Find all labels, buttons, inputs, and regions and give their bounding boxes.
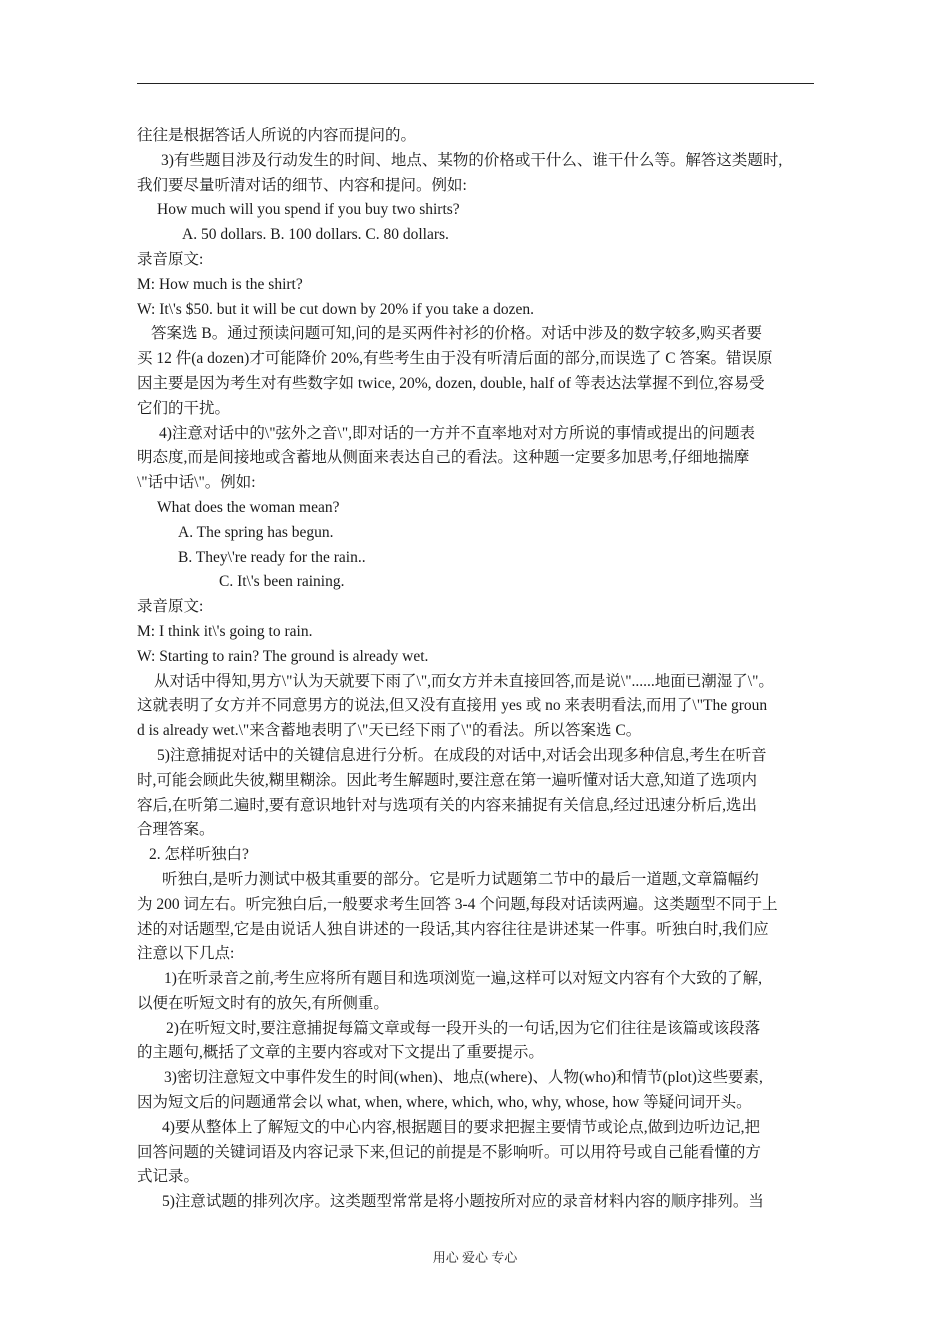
text-line: C. It\'s been raining.	[219, 573, 345, 591]
text-line: 4)要从整体上了解短文的中心内容,根据题目的要求把握主要情节或论点,做到边听边记,把	[162, 1118, 761, 1136]
text-line: 为 200 词左右。听完独白后,一般要求考生回答 3-4 个问题,每段对话读两遍。这类题型不同于上	[137, 895, 778, 913]
text-line: 2. 怎样听独白?	[149, 846, 249, 864]
text-line: 容后,在听第二遍时,要有意识地针对与选项有关的内容来捕捉有关信息,经过迅速分析后,选出	[137, 796, 758, 814]
text-line: 因主要是因为考生对有些数字如 twice, 20%, dozen, double, half of 等表达法掌握不到位,容易受	[137, 374, 765, 392]
text-line: 明态度,而是间接地或含蓄地从侧面来表达自己的看法。这种题一定要多加思考,仔细地揣摩	[137, 449, 750, 467]
text-line: How much will you spend if you buy two shirts?	[157, 201, 460, 219]
text-line: B. They\'re ready for the rain..	[178, 548, 366, 566]
text-line: 我们要尽量听清对话的细节、内容和提问。例如:	[137, 176, 467, 194]
text-line: 答案选 B。通过预读问题可知,问的是买两件衬衫的价格。对话中涉及的数字较多,购买者要	[151, 325, 762, 343]
text-line: 2)在听短文时,要注意捕捉每篇文章或每一段开头的一句话,因为它们往往是该篇或该段落	[166, 1019, 761, 1037]
text-line: 的主题句,概括了文章的主要内容或对下文提出了重要提示。	[137, 1044, 544, 1062]
text-line: d is already wet.\"来含蓄地表明了\"天已经下雨了\"的看法。所以答案选 C。	[137, 722, 642, 740]
text-line: \"话中话\"。例如:	[137, 474, 256, 492]
text-line: 买 12 件(a dozen)才可能降价 20%,有些考生由于没有听清后面的部分,而误选了 C 答案。错误原	[137, 350, 773, 368]
text-line: 式记录。	[137, 1168, 200, 1186]
text-line: W: Starting to rain? The ground is already wet.	[137, 647, 429, 665]
text-line: 合理答案。	[137, 821, 215, 839]
text-line: 5)注意试题的排列次序。这类题型常常是将小题按所对应的录音材料内容的顺序排列。当	[162, 1193, 764, 1211]
text-line: 述的对话题型,它是由说话人独自讲述的一段话,其内容往往是讲述某一件事。听独白时,我们应	[137, 920, 769, 938]
text-line: M: I think it\'s going to rain.	[137, 622, 313, 640]
text-line: 听独白,是听力测试中极其重要的部分。它是听力试题第二节中的最后一道题,文章篇幅约	[162, 870, 759, 888]
text-line: 它们的干扰。	[137, 399, 231, 417]
text-line: 时,可能会顾此失彼,糊里糊涂。因此考生解题时,要注意在第一遍听懂对话大意,知道了选项内	[137, 771, 758, 789]
page-footer: 用心 爱心 专心	[432, 1250, 518, 1265]
text-line: W: It\'s $50. but it will be cut down by 20% if you take a dozen.	[137, 300, 534, 318]
text-line: 从对话中得知,男方\"认为天就要下雨了\",而女方并未直接回答,而是说\"......地面已潮湿了\"。	[154, 672, 774, 690]
text-line: 3)密切注意短文中事件发生的时间(when)、地点(where)、人物(who)和情节(plot)这些要素,	[164, 1069, 763, 1087]
text-line: 5)注意捕捉对话中的关键信息进行分析。在成段的对话中,对话会出现多种信息,考生在听音	[157, 746, 767, 764]
text-line: A. 50 dollars. B. 100 dollars. C. 80 dollars.	[182, 226, 449, 244]
text-line: 1)在听录音之前,考生应将所有题目和选项浏览一遍,这样可以对短文内容有个大致的了解,	[164, 970, 763, 988]
text-line: M: How much is the shirt?	[137, 275, 303, 293]
text-line: A. The spring has begun.	[178, 523, 334, 541]
header-rule	[137, 83, 814, 84]
document-body	[137, 124, 814, 1215]
text-line: 以便在听短文时有的放矢,有所侧重。	[137, 994, 389, 1012]
text-line: 3)有些题目涉及行动发生的时间、地点、某物的价格或干什么、谁干什么等。解答这类题时,	[161, 151, 783, 169]
text-line: 回答问题的关键词语及内容记录下来,但记的前提是不影响听。可以用符号或自己能看懂的方	[137, 1143, 761, 1161]
text-line: 录音原文:	[137, 598, 204, 616]
text-line: 往往是根据答话人所说的内容而提问的。	[137, 127, 417, 144]
text-line: 录音原文:	[137, 250, 204, 268]
text-line: 因为短文后的问题通常会以 what, when, where, which, who, why, whose, how 等疑问词开头。	[137, 1094, 752, 1112]
text-line: What does the woman mean?	[157, 498, 340, 516]
text-line: 注意以下几点:	[137, 945, 235, 963]
text-line: 4)注意对话中的\"弦外之音\",即对话的一方并不直率地对对方所说的事情或提出的问题表	[159, 424, 756, 442]
text-line: 这就表明了女方并不同意男方的说法,但又没有直接用 yes 或 no 来表明看法,而用了\"The groun	[137, 697, 768, 715]
